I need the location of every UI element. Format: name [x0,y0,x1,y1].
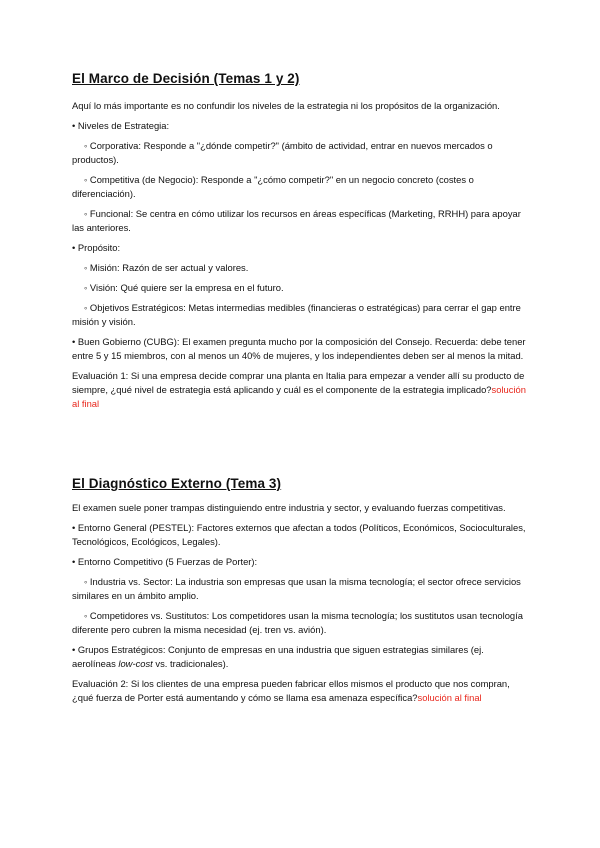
paragraph-intro: El examen suele poner trampas distinguiendo entre industria y sector, y evaluando fuerzas competitivas. [72,502,506,513]
sub-bullet-corporativa: ◦ Corporativa: Responde a "¿dónde competir?" (ámbito de actividad, entrar en nuevos mercados o productos). [72,140,493,165]
section-title: El Diagnóstico Externo (Tema 3) [72,476,282,491]
bullet-niveles: • Niveles de Estrategia: [72,120,170,131]
paragraph-evaluacion-2 [72,677,528,705]
grupos-text-1: • Grupos Estratégicos: Conjunto de empresas en una industria que siguen estrategias similares (ej. aerolíneas [72,644,484,669]
section-title: El Marco de Decisión (Temas 1 y 2) [72,71,300,86]
evaluacion-text: Evaluación 1: Si una empresa decide comprar una planta en Italia para empezar a vender allí su producto de siempre, ¿qué nivel de estrategia está aplicando y cuál es el componente de la estrategia implicado? [72,370,525,395]
bullet-proposito: • Propósito: [72,242,121,253]
solucion-link[interactable]: solución al final [72,384,526,409]
sub-bullet-funcional: ◦ Funcional: Se centra en cómo utilizar los recursos en áreas específicas (Marketing, RRHH) para apoyar las anteriores. [72,208,521,233]
bullet-grupos-estrategicos [72,643,528,671]
sub-bullet-vision: ◦ Visión: Qué quiere ser la empresa en el futuro. [84,282,284,293]
section-spacer [72,417,528,475]
sub-bullet-objetivos: ◦ Objetivos Estratégicos: Metas intermedias medibles (financieras o estratégicas) para cerrar el gap entre misión y visión. [72,302,521,327]
document-page [72,70,528,711]
grupos-text-2: vs. tradicionales). [152,658,229,669]
paragraph-intro: Aquí lo más importante es no confundir los niveles de la estrategia ni los propósitos de la organización. [72,100,500,111]
sub-bullet-industria-sector: ◦ Industria vs. Sector: La industria son empresas que usan la misma tecnología; el sector ofrece servicios similares en un ámbito amplio. [72,576,521,601]
evaluacion-text: Evaluación 2: Si los clientes de una empresa pueden fabricar ellos mismos el producto que nos compran, ¿qué fuerza de Porter está aumentando y cómo se llama esa amenaza específica? [72,678,510,703]
section-diagnostico-externo [72,475,528,705]
sub-bullet-competidores-sustitutos: ◦ Competidores vs. Sustitutos: Los competidores usan la misma tecnología; los sustitutos usan tecnología diferente pero cubren la misma necesidad (ej. tren vs. avión). [72,610,523,635]
solucion-link[interactable]: solución al final [417,692,482,703]
bullet-buen-gobierno: • Buen Gobierno (CUBG): El examen pregunta mucho por la composición del Consejo. Recuerda: debe tener entre 5 y 15 miembros, con al menos un 40% de mujeres, y los independientes deben ser al menos la mitad. [72,336,526,361]
grupos-italic: low-cost [118,658,153,669]
section-marco-decision [72,70,528,411]
bullet-entorno-competitivo: • Entorno Competitivo (5 Fuerzas de Porter): [72,556,258,567]
bullet-entorno-general: • Entorno General (PESTEL): Factores externos que afectan a todos (Políticos, Económicos, Socioculturales, Tecnológicos, Ecológicos, Legales). [72,522,526,547]
sub-bullet-competitiva: ◦ Competitiva (de Negocio): Responde a "¿cómo competir?" en un negocio concreto (costes o diferenciación). [72,174,474,199]
paragraph-evaluacion-1 [72,369,528,411]
sub-bullet-mision: ◦ Misión: Razón de ser actual y valores. [84,262,249,273]
